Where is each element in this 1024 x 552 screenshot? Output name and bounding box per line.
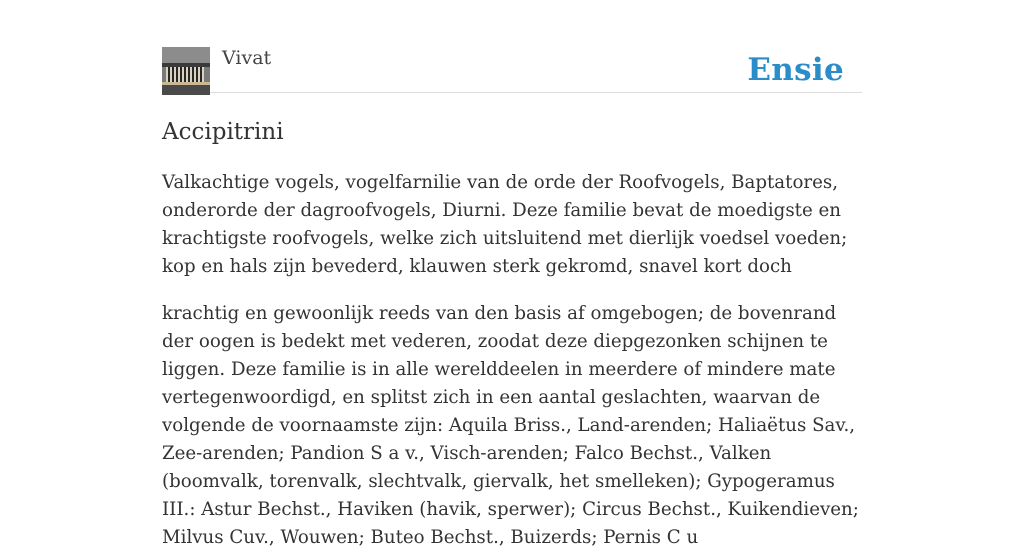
avatar[interactable] (162, 47, 210, 95)
library-shelves-icon (162, 47, 210, 95)
page-title: Accipitrini (162, 119, 284, 145)
author-name[interactable]: Vivat (222, 47, 272, 69)
article-page (162, 0, 862, 552)
article-paragraph: krachtig en gewoonlijk reeds van den basis af omgebogen; de bovenrand der oogen is bedekt met vederen, zoodat deze diepgezonken schijnen te liggen. Deze familie is in alle werelddeelen in meerdere of mindere mate vertegenwoordigd, en splitst zich in een aantal geslachten, waarvan de volgende de voornaamste zijn: Aquila Briss., Land-arenden; Haliaëtus Sav., Zee-arenden; Pandion S a v., Visch-arenden; Falco Bechst., Valken (boomvalk, torenvalk, slechtvalk, giervalk, het smelleken); Gypogeramus III.: Astur Bechst., Haviken (havik, sperwer); Circus Bechst., Kuikendieven; Milvus Cuv., Wouwen; Buteo Bechst., Buizerds; Pernis C u (162, 303, 859, 548)
header (162, 0, 862, 93)
article-paragraph: Valkachtige vogels, vogelfarnilie van de orde der Roofvogels, Baptatores, onderorde der dagroofvogels, Diurni. Deze familie bevat de moedigste en krachtigste roofvogels, welke zich uitsluitend met dierlijk voedsel voeden; kop en hals zijn bevederd, klauwen sterk gekromd, snavel kort doch (162, 172, 848, 277)
brand-logo[interactable]: Ensie (747, 52, 844, 88)
